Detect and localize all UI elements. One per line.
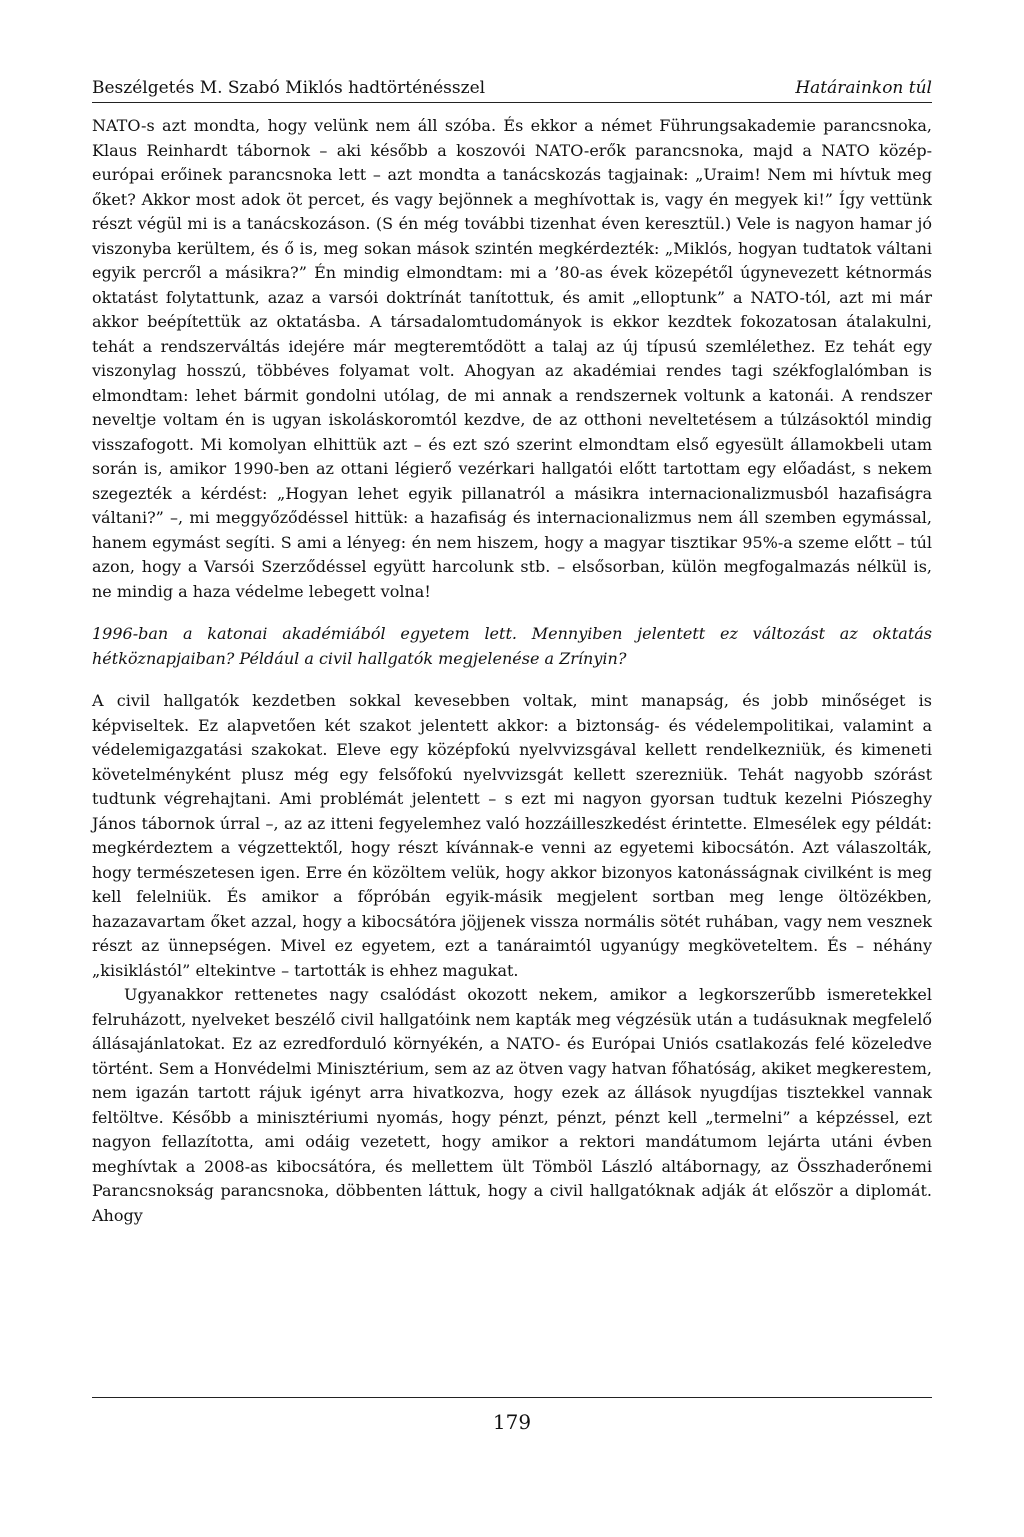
footer-divider: [92, 1397, 932, 1398]
paragraph-answer-2: A civil hallgatók kezdetben sokkal kevesebben voltak, mint manapság, és jobb minőséget is képviseltek. Ez alapvetően két szakot jelentett akkor: a biztonság- és védelempolitikai, valamint a védelemigazgatási szakokat. Eleve egy középfokú nyelvvizsgával kellett rendelkezniük, és kimeneti követelményként plusz még egy felsőfokú nyelvvizsgát kellett szerezniük. Tehát nagyobb szórást tudtunk végrehajtani. Ami problémát jelentett – s ezt mi nagyon gyorsan tudtuk kezelni Piószeghy János tábornok úrral –, az az itteni fegyelemhez való hozzáilleszkedést érintette. Elmesélek egy példát: megkérdeztem a végzettektől, hogy részt kívánnak-e venni az egyetemi kibocsátón. Azt válaszolták, hogy természetesen igen. Erre én közöltem velük, hogy akkor bizonyos katonásságnak civilként is meg kell felelniük. És amikor a főpróbán egyik-másik megjelent sortban meg lenge öltözékben, hazazavartam őket azzal, hogy a kibocsátóra jöjjenek vissza normális sötét ruhában, vagy nem vesznek részt az ünnepségen. Mivel ez egyetem, ezt a tanáraimtól ugyanúgy megköveteltem. És – néhány „kisiklástól” eltekintve – tartották is ehhez magukat.: [92, 691, 932, 980]
interview-question: 1996-ban a katonai akadémiából egyetem lett. Mennyiben jelentett ez változást az oktatás hétköznapjaiban? Például a civil hallgatók megjelenése a Zrínyin?: [92, 624, 932, 668]
page-body: [92, 114, 932, 1228]
paragraph-answer-1: NATO-s azt mondta, hogy velünk nem áll szóba. És ekkor a német Führungsakademie parancsnoka, Klaus Reinhardt tábornok – aki később a koszovói NATO-erők parancsnoka, majd a NATO közép-európai erőinek parancsnoka lett – azt mondta a tanácskozás tagjainak: „Uraim! Nem mi hívtuk meg őket? Akkor most adok öt percet, és vagy bejönnek a meghívottak is, vagy én megyek ki!” Így vettünk részt végül mi is a tanácskozáson. (S én még további tizenhat éven keresztül.) Vele is nagyon hamar jó viszonyba kerültem, és ő is, meg sokan mások szintén megkérdezték: „Miklós, hogyan tudtatok váltani egyik percről a másikra?” Én mindig elmondtam: mi a ’80-as évek közepétől úgynevezett kétnormás oktatást folytattunk, azaz a varsói doktrínát tanítottuk, és amit „elloptunk” a NATO-tól, azt mi már akkor beépítettük az oktatásba. A társadalomtudományok is ekkor kezdtek fokozatosan átalakulni, tehát a rendszerváltás idejére már megteremtődött a talaj az új típusú szemlélethez. Ez tehát egy viszonylag hosszú, többéves folyamat volt. Ahogyan az akadémiai rendes tagi székfoglalómban is elmondtam: lehet bármit gondolni utólag, de mi annak a rendszernek voltunk a katonái. A rendszer neveltje voltam én is ugyan iskoláskoromtól kezdve, de az otthoni neveltetésem a túlzásoktól mindig visszafogott. Mi komolyan elhittük azt – és ezt szó szerint elmondtam első egyesült államokbeli utam során is, amikor 1990-ben az ottani légierő vezérkari hallgatói előtt tartottam egy előadást, s nekem szegezték a kérdést: „Hogyan lehet egyik pillanatról a másikra internacionalizmusból hazafiságra váltani?” –, mi meggyőződéssel hittük: a hazafiság és internacionalizmus nem áll szemben egymással, hanem egymást segíti. S ami a lényeg: én nem hiszem, hogy a magyar tisztikar 95%-a szeme előtt – túl azon, hogy a Varsói Szerződéssel együtt harcolunk stb. – elsősorban, külön megfogalmazás nélkül is, ne mindig a haza védelme lebegett volna!: [92, 116, 932, 601]
header-chapter-title: Beszélgetés M. Szabó Miklós hadtörténésszel: [92, 78, 486, 98]
paragraph-answer-3: Ugyanakkor rettenetes nagy csalódást okozott nekem, amikor a legkorszerűbb ismeretekkel felruházott, nyelveket beszélő civil hallgatóink nem kapták meg végzésük után a tudásuknak megfelelő állásajánlatokat. Ez az ezredforduló környékén, a NATO- és Európai Uniós csatlakozás felé közeledve történt. Sem a Honvédelmi Minisztérium, sem az az ötven vagy hatvan főhatóság, akiket megkerestem, nem igazán tartott rájuk igényt arra hivatkozva, hogy ezek az állások nyugdíjas tisztekkel vannak feltöltve. Később a minisztériumi nyomás, hogy pénzt, pénzt, pénzt kell „termelni” a képzéssel, ezt nagyon fellazította, ami odáig vezetett, hogy amikor a rektori mandátumom lejárta utáni évben meghívtak a 2008-as kibocsátóra, és mellettem ült Tömböl László altábornagy, az Összhaderőnemi Parancsnokság parancsnoka, döbbenten láttuk, hogy a civil hallgatóknak adják át először a diplomát. Ahogy: [92, 985, 932, 1225]
running-header: [92, 74, 932, 103]
page-number: 179: [492, 1410, 532, 1434]
header-section-title: Határainkon túl: [795, 78, 932, 98]
